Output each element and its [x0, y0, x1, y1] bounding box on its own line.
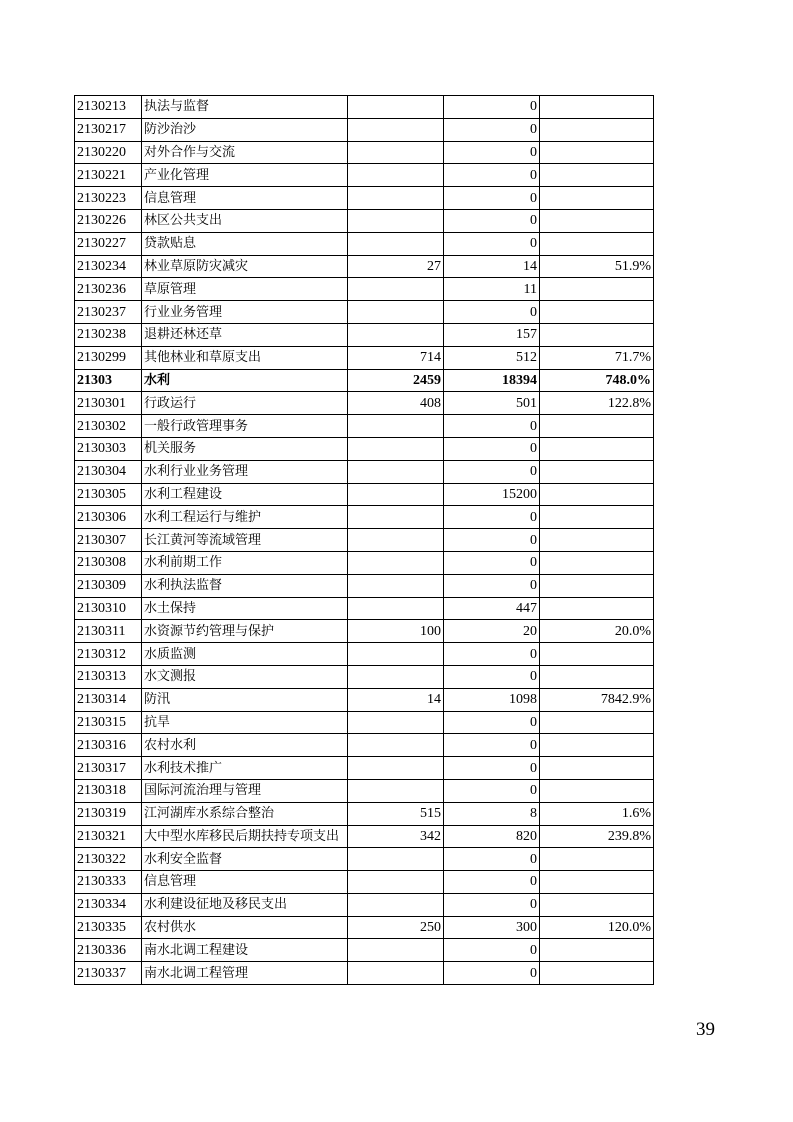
prior-value-cell: 250: [348, 916, 444, 939]
prior-value-cell: [348, 278, 444, 301]
current-value-cell: 0: [444, 118, 540, 141]
current-value-cell: 0: [444, 734, 540, 757]
prior-value-cell: [348, 118, 444, 141]
subject-name-cell: 水利安全监督: [142, 848, 348, 871]
subject-name-cell: 水资源节约管理与保护: [142, 620, 348, 643]
current-value-cell: 0: [444, 757, 540, 780]
subject-name-cell: 执法与监督: [142, 96, 348, 119]
percentage-cell: [540, 574, 654, 597]
table-row: [75, 711, 654, 734]
percentage-cell: [540, 506, 654, 529]
subject-code-cell: 2130237: [75, 301, 142, 324]
subject-name-cell: 水利技术推广: [142, 757, 348, 780]
percentage-cell: [540, 597, 654, 620]
subject-code-cell: 2130312: [75, 643, 142, 666]
percentage-cell: 748.0%: [540, 369, 654, 392]
subject-name-cell: 水土保持: [142, 597, 348, 620]
current-value-cell: 0: [444, 506, 540, 529]
table-row: [75, 369, 654, 392]
subject-name-cell: 水利行业业务管理: [142, 460, 348, 483]
subject-name-cell: 江河湖库水系综合整治: [142, 802, 348, 825]
current-value-cell: 0: [444, 164, 540, 187]
prior-value-cell: [348, 301, 444, 324]
prior-value-cell: 14: [348, 688, 444, 711]
table-row: [75, 141, 654, 164]
current-value-cell: 512: [444, 346, 540, 369]
percentage-cell: [540, 665, 654, 688]
percentage-cell: 1.6%: [540, 802, 654, 825]
prior-value-cell: [348, 96, 444, 119]
percentage-cell: [540, 187, 654, 210]
prior-value-cell: [348, 757, 444, 780]
current-value-cell: 0: [444, 848, 540, 871]
subject-code-cell: 2130223: [75, 187, 142, 210]
prior-value-cell: [348, 643, 444, 666]
prior-value-cell: 100: [348, 620, 444, 643]
current-value-cell: 0: [444, 301, 540, 324]
prior-value-cell: [348, 711, 444, 734]
percentage-cell: [540, 893, 654, 916]
subject-code-cell: 2130335: [75, 916, 142, 939]
subject-code-cell: 2130322: [75, 848, 142, 871]
table-row: [75, 118, 654, 141]
prior-value-cell: [348, 597, 444, 620]
subject-name-cell: 机关服务: [142, 437, 348, 460]
subject-code-cell: 2130307: [75, 529, 142, 552]
table-row: [75, 346, 654, 369]
subject-name-cell: 一般行政管理事务: [142, 415, 348, 438]
prior-value-cell: [348, 187, 444, 210]
subject-code-cell: 2130213: [75, 96, 142, 119]
table-row: [75, 164, 654, 187]
current-value-cell: 15200: [444, 483, 540, 506]
current-value-cell: 0: [444, 187, 540, 210]
subject-name-cell: 水利建设征地及移民支出: [142, 893, 348, 916]
percentage-cell: [540, 711, 654, 734]
subject-code-cell: 2130311: [75, 620, 142, 643]
prior-value-cell: [348, 323, 444, 346]
subject-code-cell: 2130299: [75, 346, 142, 369]
subject-code-cell: 2130321: [75, 825, 142, 848]
subject-name-cell: 其他林业和草原支出: [142, 346, 348, 369]
percentage-cell: [540, 278, 654, 301]
table-row: [75, 323, 654, 346]
table-row: [75, 301, 654, 324]
prior-value-cell: 2459: [348, 369, 444, 392]
table-row: [75, 939, 654, 962]
table-row: [75, 460, 654, 483]
subject-name-cell: 防沙治沙: [142, 118, 348, 141]
percentage-cell: [540, 460, 654, 483]
subject-name-cell: 行政运行: [142, 392, 348, 415]
percentage-cell: [540, 301, 654, 324]
subject-code-cell: 21303: [75, 369, 142, 392]
current-value-cell: 0: [444, 415, 540, 438]
prior-value-cell: [348, 232, 444, 255]
table-row: [75, 962, 654, 985]
prior-value-cell: [348, 209, 444, 232]
prior-value-cell: [348, 529, 444, 552]
subject-code-cell: 2130337: [75, 962, 142, 985]
subject-code-cell: 2130336: [75, 939, 142, 962]
current-value-cell: 0: [444, 939, 540, 962]
subject-name-cell: 国际河流治理与管理: [142, 779, 348, 802]
subject-name-cell: 大中型水库移民后期扶持专项支出: [142, 825, 348, 848]
percentage-cell: [540, 209, 654, 232]
subject-code-cell: 2130308: [75, 551, 142, 574]
percentage-cell: [540, 96, 654, 119]
prior-value-cell: 408: [348, 392, 444, 415]
subject-name-cell: 贷款贴息: [142, 232, 348, 255]
prior-value-cell: [348, 551, 444, 574]
percentage-cell: [540, 871, 654, 894]
table-row: [75, 187, 654, 210]
percentage-cell: 239.8%: [540, 825, 654, 848]
table-row: [75, 96, 654, 119]
percentage-cell: 51.9%: [540, 255, 654, 278]
current-value-cell: 14: [444, 255, 540, 278]
subject-name-cell: 水质监测: [142, 643, 348, 666]
subject-code-cell: 2130305: [75, 483, 142, 506]
subject-name-cell: 防汛: [142, 688, 348, 711]
prior-value-cell: 515: [348, 802, 444, 825]
subject-name-cell: 水利前期工作: [142, 551, 348, 574]
table-row: [75, 597, 654, 620]
current-value-cell: 0: [444, 437, 540, 460]
subject-name-cell: 水文测报: [142, 665, 348, 688]
prior-value-cell: [348, 164, 444, 187]
table-row: [75, 665, 654, 688]
current-value-cell: 447: [444, 597, 540, 620]
current-value-cell: 0: [444, 141, 540, 164]
current-value-cell: 0: [444, 574, 540, 597]
subject-name-cell: 行业业务管理: [142, 301, 348, 324]
table-row: [75, 483, 654, 506]
subject-code-cell: 2130304: [75, 460, 142, 483]
table-row: [75, 392, 654, 415]
page-number: 39: [696, 1019, 715, 1040]
current-value-cell: 0: [444, 779, 540, 802]
subject-code-cell: 2130221: [75, 164, 142, 187]
prior-value-cell: [348, 437, 444, 460]
prior-value-cell: 342: [348, 825, 444, 848]
subject-name-cell: 产业化管理: [142, 164, 348, 187]
budget-table: [74, 95, 654, 985]
subject-name-cell: 南水北调工程管理: [142, 962, 348, 985]
table-row: [75, 848, 654, 871]
prior-value-cell: [348, 962, 444, 985]
prior-value-cell: 27: [348, 255, 444, 278]
table-row: [75, 688, 654, 711]
percentage-cell: 120.0%: [540, 916, 654, 939]
table-row: [75, 278, 654, 301]
table-row: [75, 871, 654, 894]
subject-name-cell: 林区公共支出: [142, 209, 348, 232]
subject-code-cell: 2130217: [75, 118, 142, 141]
table-row: [75, 802, 654, 825]
subject-name-cell: 水利工程运行与维护: [142, 506, 348, 529]
percentage-cell: 20.0%: [540, 620, 654, 643]
percentage-cell: [540, 962, 654, 985]
prior-value-cell: [348, 141, 444, 164]
percentage-cell: [540, 848, 654, 871]
table-row: [75, 574, 654, 597]
table-row: [75, 437, 654, 460]
table-row: [75, 825, 654, 848]
current-value-cell: 0: [444, 209, 540, 232]
subject-name-cell: 长江黄河等流域管理: [142, 529, 348, 552]
prior-value-cell: [348, 848, 444, 871]
subject-code-cell: 2130238: [75, 323, 142, 346]
subject-code-cell: 2130315: [75, 711, 142, 734]
subject-code-cell: 2130227: [75, 232, 142, 255]
percentage-cell: [540, 437, 654, 460]
current-value-cell: 0: [444, 665, 540, 688]
current-value-cell: 0: [444, 232, 540, 255]
subject-code-cell: 2130319: [75, 802, 142, 825]
subject-name-cell: 南水北调工程建设: [142, 939, 348, 962]
table-row: [75, 893, 654, 916]
subject-code-cell: 2130220: [75, 141, 142, 164]
current-value-cell: 0: [444, 893, 540, 916]
current-value-cell: 157: [444, 323, 540, 346]
percentage-cell: [540, 757, 654, 780]
percentage-cell: [540, 141, 654, 164]
current-value-cell: 0: [444, 551, 540, 574]
subject-code-cell: 2130313: [75, 665, 142, 688]
table-row: [75, 757, 654, 780]
subject-code-cell: 2130317: [75, 757, 142, 780]
percentage-cell: [540, 529, 654, 552]
table-row: [75, 255, 654, 278]
current-value-cell: 501: [444, 392, 540, 415]
current-value-cell: 0: [444, 643, 540, 666]
prior-value-cell: [348, 415, 444, 438]
subject-code-cell: 2130309: [75, 574, 142, 597]
subject-code-cell: 2130306: [75, 506, 142, 529]
percentage-cell: [540, 779, 654, 802]
subject-name-cell: 水利工程建设: [142, 483, 348, 506]
percentage-cell: 71.7%: [540, 346, 654, 369]
subject-name-cell: 对外合作与交流: [142, 141, 348, 164]
subject-name-cell: 农村供水: [142, 916, 348, 939]
current-value-cell: 0: [444, 962, 540, 985]
subject-name-cell: 林业草原防灾减灾: [142, 255, 348, 278]
current-value-cell: 300: [444, 916, 540, 939]
subject-code-cell: 2130236: [75, 278, 142, 301]
subject-code-cell: 2130318: [75, 779, 142, 802]
budget-table-body: [75, 96, 654, 985]
percentage-cell: [540, 164, 654, 187]
prior-value-cell: 714: [348, 346, 444, 369]
current-value-cell: 8: [444, 802, 540, 825]
current-value-cell: 0: [444, 460, 540, 483]
prior-value-cell: [348, 939, 444, 962]
percentage-cell: 7842.9%: [540, 688, 654, 711]
percentage-cell: [540, 551, 654, 574]
subject-name-cell: 抗旱: [142, 711, 348, 734]
table-row: [75, 209, 654, 232]
subject-name-cell: 信息管理: [142, 187, 348, 210]
table-row: [75, 916, 654, 939]
prior-value-cell: [348, 460, 444, 483]
current-value-cell: 820: [444, 825, 540, 848]
subject-code-cell: 2130310: [75, 597, 142, 620]
percentage-cell: [540, 415, 654, 438]
subject-name-cell: 信息管理: [142, 871, 348, 894]
current-value-cell: 18394: [444, 369, 540, 392]
subject-name-cell: 水利: [142, 369, 348, 392]
subject-code-cell: 2130303: [75, 437, 142, 460]
table-row: [75, 232, 654, 255]
subject-code-cell: 2130234: [75, 255, 142, 278]
subject-code-cell: 2130226: [75, 209, 142, 232]
subject-name-cell: 水利执法监督: [142, 574, 348, 597]
table-row: [75, 734, 654, 757]
current-value-cell: 11: [444, 278, 540, 301]
prior-value-cell: [348, 871, 444, 894]
percentage-cell: [540, 118, 654, 141]
percentage-cell: [540, 939, 654, 962]
current-value-cell: 0: [444, 871, 540, 894]
subject-code-cell: 2130302: [75, 415, 142, 438]
subject-code-cell: 2130316: [75, 734, 142, 757]
percentage-cell: [540, 232, 654, 255]
subject-code-cell: 2130333: [75, 871, 142, 894]
percentage-cell: [540, 734, 654, 757]
percentage-cell: [540, 643, 654, 666]
table-row: [75, 415, 654, 438]
current-value-cell: 0: [444, 96, 540, 119]
prior-value-cell: [348, 893, 444, 916]
table-row: [75, 551, 654, 574]
subject-code-cell: 2130334: [75, 893, 142, 916]
prior-value-cell: [348, 506, 444, 529]
table-row: [75, 643, 654, 666]
subject-code-cell: 2130314: [75, 688, 142, 711]
subject-name-cell: 退耕还林还草: [142, 323, 348, 346]
percentage-cell: [540, 323, 654, 346]
prior-value-cell: [348, 483, 444, 506]
table-row: [75, 529, 654, 552]
subject-code-cell: 2130301: [75, 392, 142, 415]
percentage-cell: 122.8%: [540, 392, 654, 415]
prior-value-cell: [348, 779, 444, 802]
table-row: [75, 779, 654, 802]
percentage-cell: [540, 483, 654, 506]
current-value-cell: 1098: [444, 688, 540, 711]
prior-value-cell: [348, 574, 444, 597]
table-row: [75, 506, 654, 529]
current-value-cell: 20: [444, 620, 540, 643]
subject-name-cell: 草原管理: [142, 278, 348, 301]
table-row: [75, 620, 654, 643]
prior-value-cell: [348, 665, 444, 688]
subject-name-cell: 农村水利: [142, 734, 348, 757]
current-value-cell: 0: [444, 711, 540, 734]
prior-value-cell: [348, 734, 444, 757]
current-value-cell: 0: [444, 529, 540, 552]
